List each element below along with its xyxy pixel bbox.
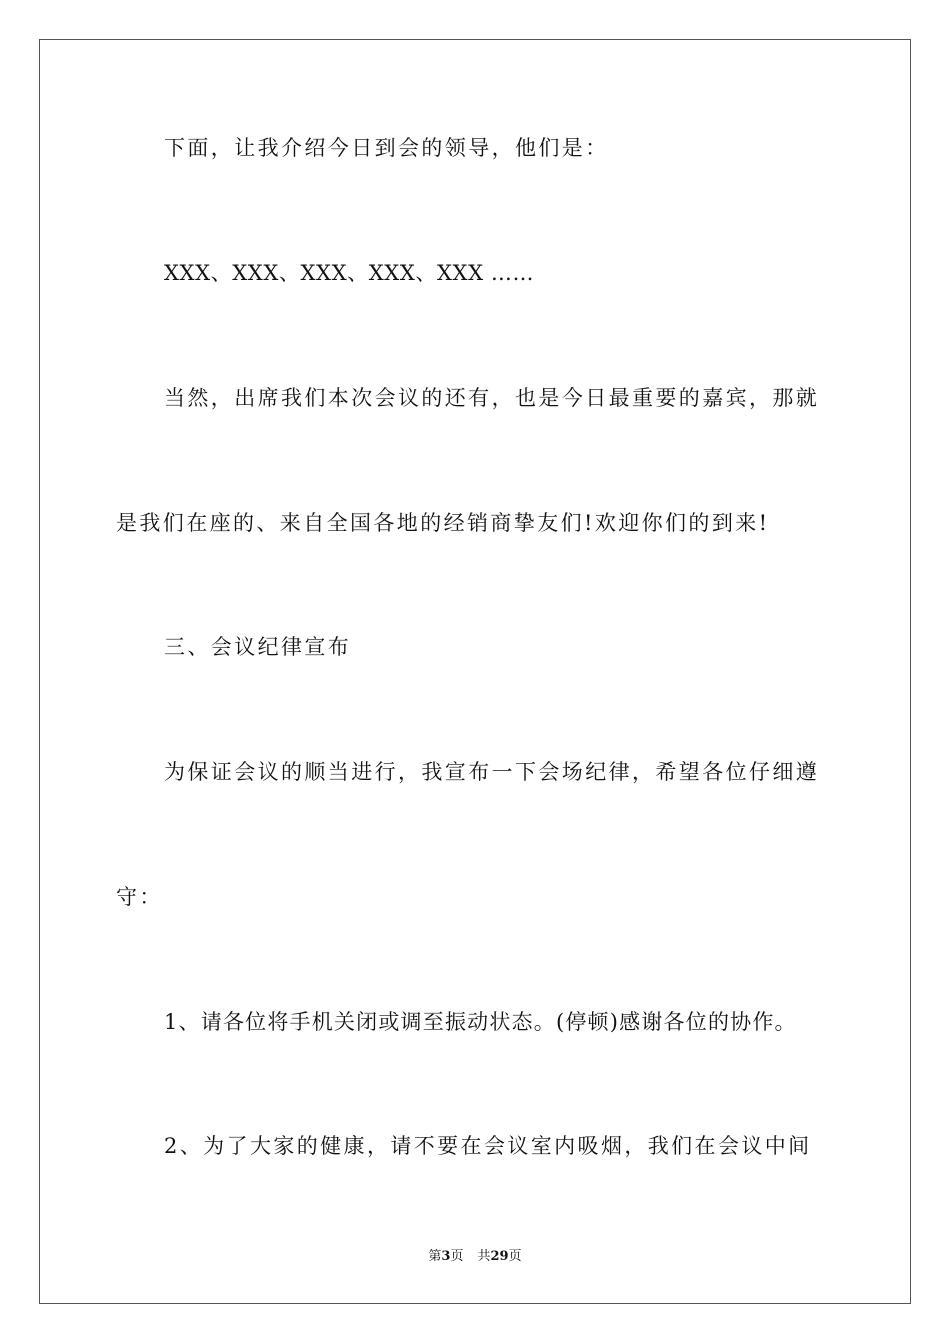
paragraph-leader-names: XXX、XXX、XXX、XXX、XXX ……	[164, 261, 535, 285]
footer-page-number: 3	[441, 1249, 451, 1264]
footer-page-prefix: 第	[428, 1249, 442, 1264]
paragraph-rules-intro-line-1: 为保证会议的顺当进行，我宣布一下会场纪律，希望各位仔细遵	[164, 760, 820, 784]
footer-total-suffix: 页	[508, 1249, 522, 1264]
paragraph-guests-line-2: 是我们在座的、来自全国各地的经销商挚友们!欢迎你们的到来!	[116, 511, 770, 535]
footer-total-prefix: 共	[477, 1249, 491, 1264]
paragraph-introduce-leaders: 下面，让我介绍今日到会的领导，他们是：	[164, 136, 609, 160]
page-footer	[0, 1248, 950, 1266]
rule-item-1: 1、请各位将手机关闭或调至振动状态。(停顿)感谢各位的协作。	[164, 1010, 797, 1034]
rule-item-2: 2、为了大家的健康，请不要在会议室内吸烟，我们在会议中间	[164, 1134, 812, 1158]
section-heading-meeting-rules: 三、会议纪律宣布	[164, 635, 352, 659]
footer-total-pages: 29	[490, 1249, 509, 1264]
paragraph-guests-line-1: 当然，出席我们本次会议的还有，也是今日最重要的嘉宾，那就	[164, 386, 820, 410]
footer-page-suffix: 页	[450, 1249, 464, 1264]
paragraph-rules-intro-line-2: 守：	[116, 885, 163, 909]
page-border	[39, 39, 911, 1304]
